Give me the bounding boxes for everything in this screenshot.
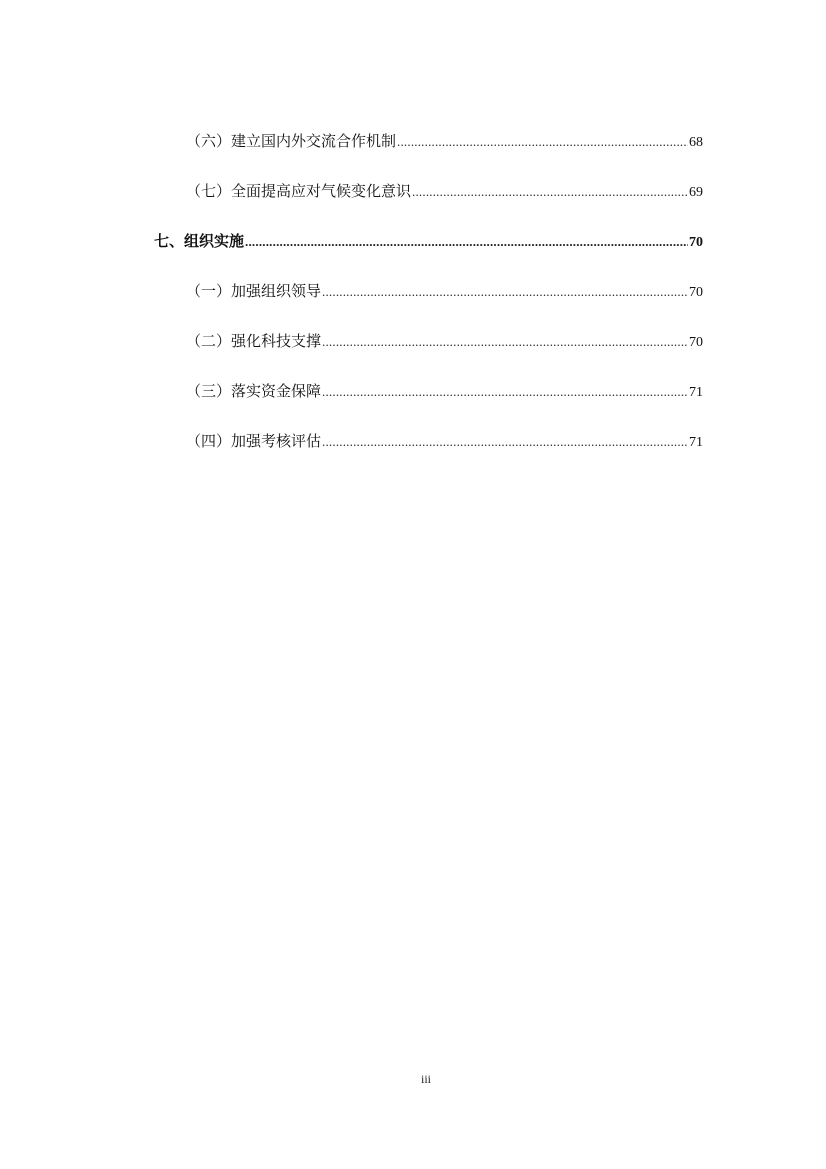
toc-entry-page: 70	[689, 235, 703, 250]
toc-entry-page: 68	[689, 135, 703, 150]
toc-dot-leader	[322, 281, 688, 303]
toc-entry-page: 71	[689, 385, 703, 400]
toc-entry[interactable]	[186, 130, 703, 152]
toc-dot-leader	[322, 381, 688, 403]
toc-dot-leader	[245, 231, 688, 253]
page-number: iii	[420, 1072, 431, 1086]
toc-dot-leader	[397, 131, 688, 153]
toc-entry-title: （二）强化科技支撑	[186, 332, 322, 350]
toc-dot-leader	[322, 331, 688, 353]
toc-entry-title: （三）落实资金保障	[186, 382, 322, 400]
toc-section-entry[interactable]	[154, 230, 703, 252]
toc-entry-title: （四）加强考核评估	[186, 432, 322, 450]
toc-entry[interactable]	[186, 280, 703, 302]
toc-entry[interactable]	[186, 380, 703, 402]
toc-entry-page: 70	[689, 335, 703, 350]
toc-dot-leader	[412, 181, 688, 203]
toc-entry-title: 七、组织实施	[154, 232, 245, 250]
toc-dot-leader	[322, 431, 688, 453]
toc-entry[interactable]	[186, 330, 703, 352]
toc-entry-title: （七）全面提高应对气候变化意识	[186, 182, 412, 200]
toc-entry[interactable]	[186, 430, 703, 452]
toc-entry-page: 71	[689, 435, 703, 450]
toc-entry-title: （一）加强组织领导	[186, 282, 322, 300]
toc-entry[interactable]	[186, 180, 703, 202]
toc-entry-page: 70	[689, 285, 703, 300]
toc-entry-title: （六）建立国内外交流合作机制	[186, 132, 397, 150]
toc-entry-page: 69	[689, 185, 703, 200]
